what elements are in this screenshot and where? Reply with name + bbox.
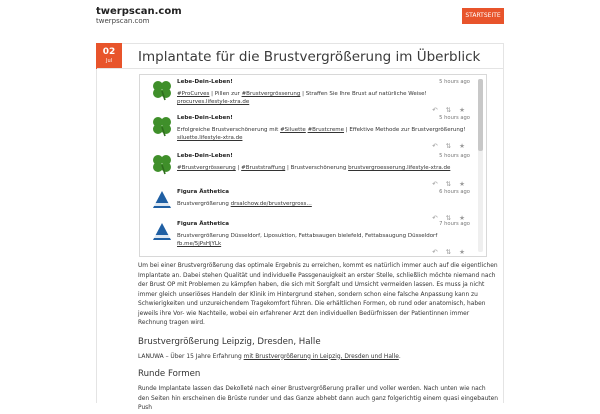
tweet-text bbox=[177, 90, 472, 106]
figura-logo-icon[interactable] bbox=[151, 221, 173, 243]
tweet-author[interactable]: Lebe-Dein-Leben! bbox=[177, 153, 233, 159]
date-badge bbox=[96, 43, 122, 69]
scrollbar-thumb[interactable] bbox=[478, 79, 483, 151]
clover-icon[interactable] bbox=[151, 115, 173, 137]
lanuwa-link[interactable]: mit Brustvergrößerung in Leipzig, Dresden und Halle bbox=[243, 353, 399, 360]
tweet-link[interactable]: fb.me/5jPsHjYLk bbox=[177, 241, 222, 247]
figura-logo-icon[interactable] bbox=[151, 189, 173, 211]
title-divider bbox=[97, 68, 503, 69]
heading-leipzig: Brustvergrößerung Leipzig, Dresden, Halle bbox=[138, 336, 321, 347]
tweet-time[interactable]: 5 hours ago bbox=[439, 115, 470, 121]
tweet-link[interactable]: siluette.lifestyle-xtra.de bbox=[177, 135, 243, 141]
tweet-time[interactable]: 5 hours ago bbox=[439, 153, 470, 159]
tweet-text bbox=[177, 200, 472, 208]
widget-scrollbar[interactable] bbox=[478, 79, 483, 252]
tweet-link[interactable]: #Brustvergrösserung bbox=[177, 165, 236, 171]
tweet-link[interactable]: brustvergroesserung.lifestyle-xtra.de bbox=[348, 165, 451, 171]
tweet-author[interactable]: Figura Ästhetica bbox=[177, 189, 229, 195]
site-subtitle: twerpscan.com bbox=[96, 17, 150, 25]
lanuwa-suffix: . bbox=[398, 353, 401, 360]
tweet-text-segment: | bbox=[235, 165, 242, 171]
tweet-text-segment: | Effektive Methode zur Brustvergrößerung! bbox=[344, 127, 466, 133]
tweet-link[interactable]: procurves.lifestyle-xtra.de bbox=[177, 99, 250, 105]
tweet-author[interactable]: Lebe-Dein-Leben! bbox=[177, 79, 233, 85]
tweet-time[interactable]: 7 hours ago bbox=[439, 221, 470, 227]
site-header bbox=[0, 0, 600, 36]
tweet-author[interactable]: Figura Ästhetica bbox=[177, 221, 229, 227]
clover-icon[interactable] bbox=[151, 153, 173, 175]
tweet-author[interactable]: Lebe-Dein-Leben! bbox=[177, 115, 233, 121]
tweet-list bbox=[140, 75, 478, 256]
tweet-link[interactable]: #Siluette bbox=[280, 127, 306, 133]
tweet-text bbox=[177, 126, 472, 142]
tweet-actions-icon[interactable]: ↶ ⇅ ★ bbox=[432, 214, 468, 222]
tweet-text-segment: | Brustverschönerung bbox=[285, 165, 349, 171]
site-title[interactable]: twerpscan.com bbox=[96, 6, 182, 17]
lanuwa-prefix: LANUWA – Über 15 Jahre Erfahrung bbox=[138, 353, 244, 360]
tweet-text-segment: Brustvergrößerung bbox=[177, 201, 231, 207]
tweet-actions-icon[interactable]: ↶ ⇅ ★ bbox=[432, 248, 468, 256]
tweet-text bbox=[177, 164, 472, 172]
date-day: 02 bbox=[102, 47, 116, 57]
date-month: Jul bbox=[105, 58, 113, 64]
article-paragraph-lanuwa bbox=[138, 353, 498, 363]
tweet-text bbox=[177, 232, 472, 248]
home-button[interactable]: STARTSEITE bbox=[462, 8, 504, 24]
tweet-time[interactable]: 6 hours ago bbox=[439, 189, 470, 195]
article-intro: Um bei einer Brustvergrößerung das optimale Ergebnis zu erreichen, kommt es natürlich immer auch auf die eigentlichen Implantate an. Dabei stehen Qualität und individuelle Passgenauigkeit an erster Stelle, schließlich möchte niemand nach der Brust OP mit Problemen zu kämpfen haben, die sich mit Sorgfalt und Umsicht vermeiden lassen. Es muss ja nicht immer gleich unseriöses Handeln der Klinik im Hintergrund stehen, sondern schon eine falsche Anpassung kann zu Schwierigkeiten und unzureichendem Tragekomfort führen. Die erhältlichen Formen, ob rund oder anatomisch, haben jeweils ihre Vor- wie Nachteile, wobei ein erfahrener Arzt den individuellen Bedürfnissen der Patientinnen immer Rechnung tragen wird. bbox=[138, 263, 498, 326]
article-body bbox=[138, 262, 498, 414]
tweet-time[interactable]: 5 hours ago bbox=[439, 79, 470, 85]
clover-icon[interactable] bbox=[151, 79, 173, 101]
tweet-link[interactable]: #ProCurves bbox=[177, 91, 210, 97]
tweet-actions-icon[interactable]: ↶ ⇅ ★ bbox=[432, 180, 468, 188]
tweet-text-segment: Erfolgreiche Brustverschönerung mit bbox=[177, 127, 281, 133]
tweet-link[interactable]: #Bruststraffung bbox=[241, 165, 286, 171]
post-card bbox=[96, 43, 504, 411]
tweet-text-segment: Brustvergrößerung Düsseldorf, Liposuktion, Fettabsaugen bielefeld, Fettabsaugung Düsseldorf bbox=[177, 233, 438, 239]
tweet-text-segment: | Pillen zur bbox=[209, 91, 242, 97]
tweet-link[interactable]: #Brustcreme bbox=[307, 127, 345, 133]
tweet-actions-icon[interactable]: ↶ ⇅ ★ bbox=[432, 106, 468, 114]
heading-runde-formen: Runde Formen bbox=[138, 369, 201, 379]
tweet-link[interactable]: drsalchow.de/brustvergross… bbox=[230, 201, 312, 207]
tweet-link[interactable]: #Brustvergrösserung bbox=[241, 91, 301, 97]
twitter-widget bbox=[139, 74, 487, 257]
article-paragraph-runde: Runde Implantate lassen das Dekolleté nach einer Brustvergrößerung praller und voller werden. Nach unten wie nach den Seiten hin erscheinen die Brüste runder und das Ganze abhebt dann auch ganz folgerichtig einem quasi eingebauten Push bbox=[138, 386, 498, 411]
tweet-actions-icon[interactable]: ↶ ⇅ ★ bbox=[432, 142, 468, 150]
tweet-text-segment: | Straffen Sie Ihre Brust auf natürliche Weise! bbox=[300, 91, 427, 97]
post-title: Implantate für die Brustvergrößerung im Überblick bbox=[138, 49, 481, 65]
